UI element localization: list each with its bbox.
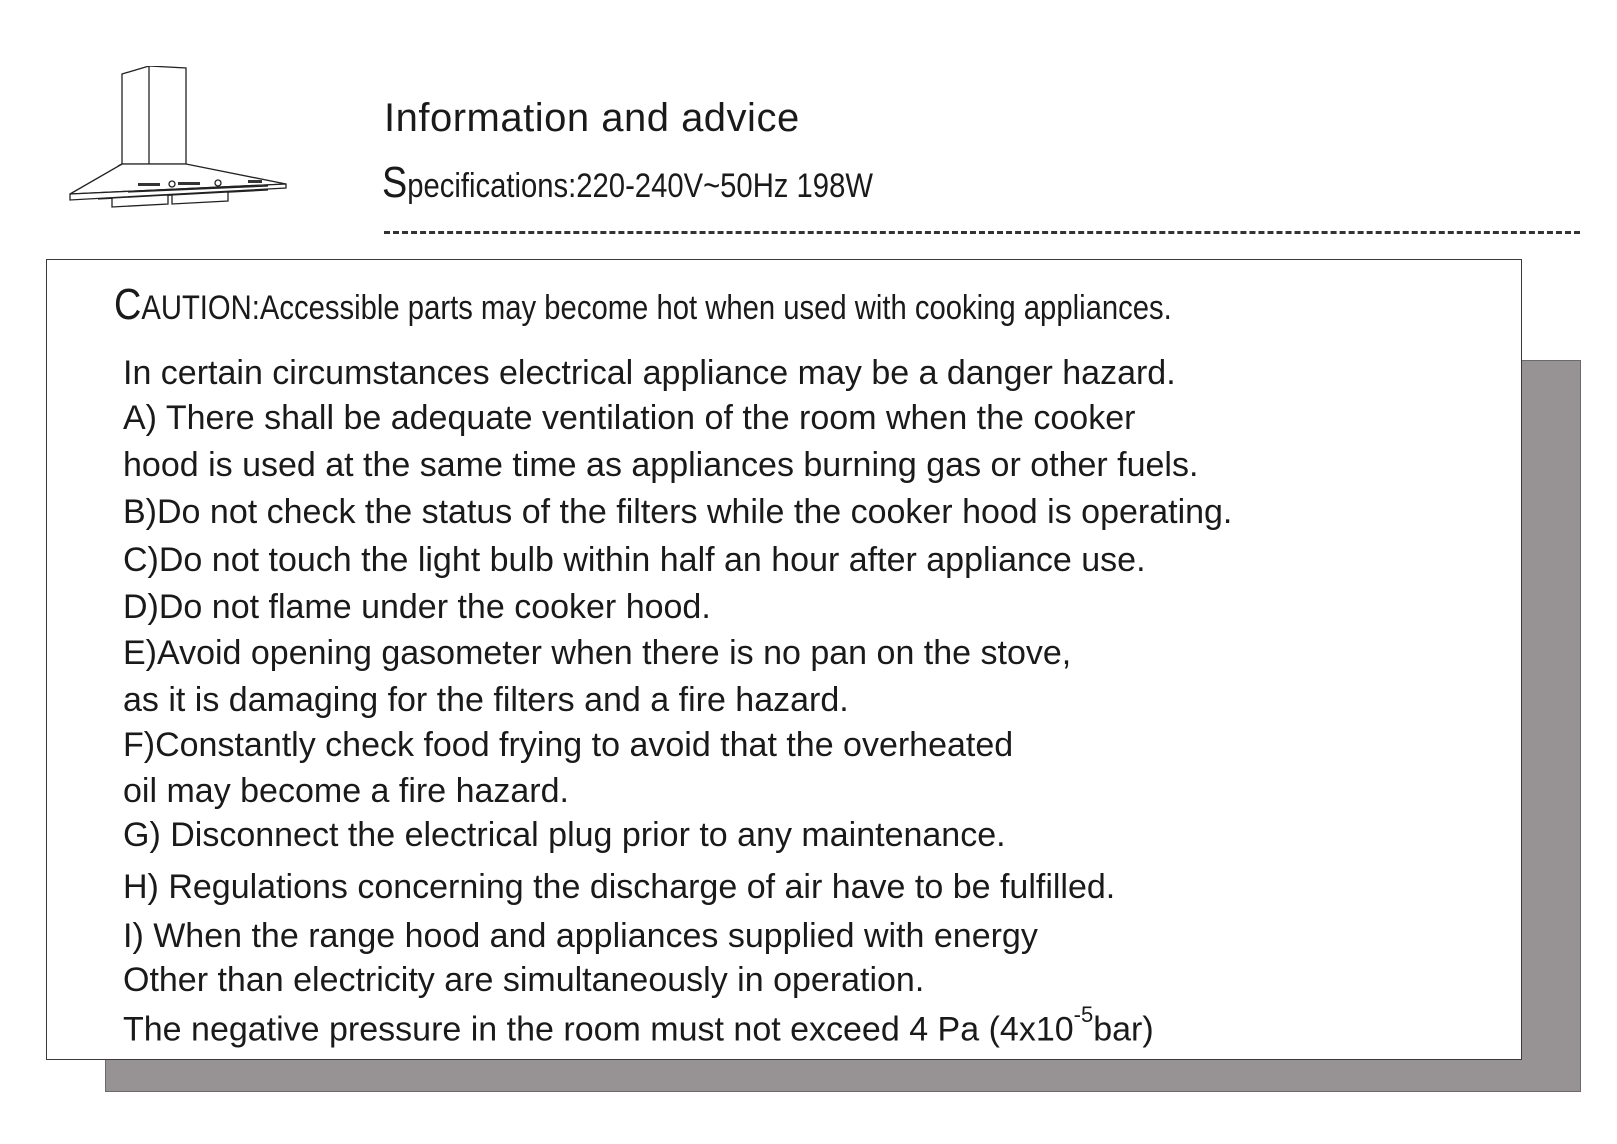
advice-line: as it is damaging for the filters and a fire hazard. <box>123 681 849 719</box>
caution-initial: C <box>114 280 142 329</box>
advice-line: D)Do not flame under the cooker hood. <box>123 588 711 626</box>
advice-line: C)Do not touch the light bulb within half an hour after appliance use. <box>123 541 1146 579</box>
advice-line: H) Regulations concerning the discharge of air have to be fulfilled. <box>123 868 1116 906</box>
advice-line: I) When the range hood and appliances supplied with energy <box>123 917 1038 955</box>
range-hood-icon <box>68 66 290 208</box>
caution-heading <box>114 280 1172 330</box>
specifications-initial: S <box>382 158 408 207</box>
pressure-text: The negative pressure in the room must not exceed 4 Pa (4x10 <box>123 1010 1074 1049</box>
advice-line: In certain circumstances electrical appliance may be a danger hazard. <box>123 354 1176 392</box>
caution-text: AUTION:Accessible parts may become hot when used with cooking appliances. <box>141 289 1172 327</box>
advice-line: hood is used at the same time as appliances burning gas or other fuels. <box>123 446 1199 484</box>
advice-line: B)Do not check the status of the filters while the cooker hood is operating. <box>123 493 1233 531</box>
advice-line: oil may become a fire hazard. <box>123 772 569 810</box>
specifications-line <box>382 158 873 208</box>
advice-line: F)Constantly check food frying to avoid that the overheated <box>123 726 1014 764</box>
advice-line-pressure <box>123 1002 1154 1049</box>
pressure-exponent: -5 <box>1073 1002 1094 1027</box>
dashed-divider <box>384 231 1580 234</box>
pressure-unit: bar) <box>1093 1010 1154 1049</box>
advice-line: G) Disconnect the electrical plug prior to any maintenance. <box>123 816 1006 854</box>
advice-line: A) There shall be adequate ventilation of the room when the cooker <box>123 399 1136 437</box>
caution-box <box>46 259 1522 1060</box>
advice-line: Other than electricity are simultaneously in operation. <box>123 961 925 999</box>
advice-line: E)Avoid opening gasometer when there is no pan on the stove, <box>123 634 1072 672</box>
page-title: Information and advice <box>384 96 800 140</box>
specifications-text: pecifications:220-240V~50Hz 198W <box>407 167 873 205</box>
